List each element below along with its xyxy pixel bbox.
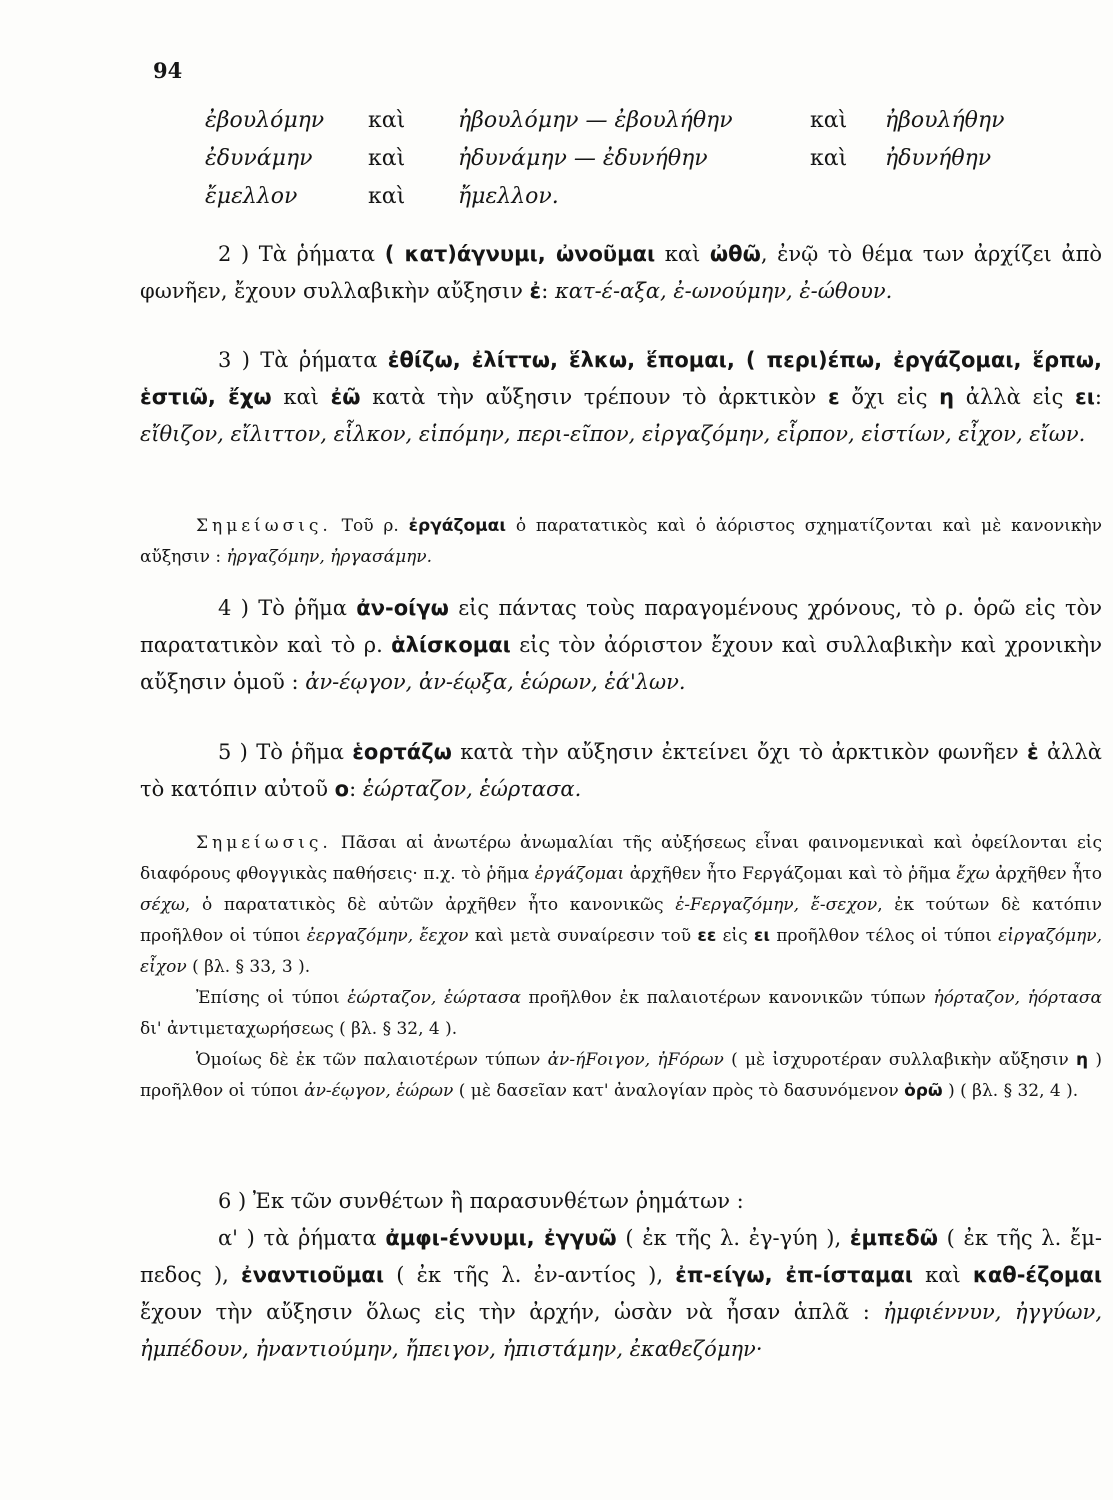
text: ) προῆλθον οἱ τύποι [140,1050,1102,1101]
text: ( ἐκ τῆς λ. ἔμ-πεδος ), [140,1226,1103,1287]
verb-cell: ἔμελλον [205,184,298,209]
bold-term: ει [753,926,771,946]
text: καὶ [655,242,710,266]
text: Ἐπίσης οἱ τύποι [196,988,348,1008]
bold-term: ἐῶ [330,385,361,409]
text: ἀρχῆθεν ἦτο Fεργάζομαι καὶ τὸ ῥῆμα [624,864,957,884]
text: ἔχουν τὴν αὔξησιν ὅλως εἰς τὴν ἀρχήν, ὡσὰν νὰ ἦσαν ἁπλᾶ : [140,1300,884,1324]
italic-form: ἡόρταζον, ἡόρτασα [933,988,1102,1008]
italic-form: ἐεργαζόμην, ἔεχον [306,926,469,946]
text: ἀλλὰ τὸ κατόπιν αὐτοῦ [140,740,1102,801]
italic-form: ἑώρταζον, ἑώρτασα [347,988,521,1008]
verb-cell: καὶ [368,184,406,209]
text: καὶ [271,385,331,409]
italic-form: ἐ-Fεργαζόμην, ἔ-σεχον [675,895,878,915]
bold-term: η [939,385,955,409]
italic-form: ἑώρταζον, ἑώρτασα. [362,777,582,801]
text: Πᾶσαι αἱ ἀνωτέρω ἀνωμαλίαι τῆς αὐξήσεως εἶναι φαινομενικαὶ καὶ ὀφείλονται εἰς διαφόρους φθογγικὰς παθήσεις· π.χ. τὸ ῥῆμα [140,833,1102,884]
bold-term: ( κατ)άγνυμι, ὠνοῦμαι [384,242,656,266]
bold-term: ἁλίσκομαι [391,633,511,657]
text: Ὁμοίως δὲ ἐκ τῶν παλαιοτέρων τύπων [196,1050,548,1070]
note-1 [140,511,1102,573]
bold-term: ὠθῶ [709,242,761,266]
bold-term: ἀν-οίγω [356,596,449,620]
bold-term: ἐπ-είγω, ἐπ-ίσταμαι [675,1263,913,1287]
italic-form: εἰργαζόμην, εἶχον [140,926,1103,977]
text: ὁ παρατατικὸς καὶ ὁ ἀόριστος σχηματίζονται καὶ μὲ κανονικὴν αὔξησιν : [140,516,1102,567]
section-3 [140,342,1102,453]
text: ἀρχῆθεν ἦτο [989,864,1102,884]
verb-cell: καὶ [810,146,848,171]
verb-cell: ἠδυνήθην [885,146,992,171]
note-label: Σημείωσις. [196,833,332,853]
text: εἰς πάντας τοὺς παραγομένους χρόνους, τὸ ρ. ὁρῶ εἰς τὸν παρατατικὸν καὶ τὸ ρ. [140,596,1102,657]
section-6 [140,1183,1102,1368]
verb-table [205,108,1055,222]
bold-term: ἐ [529,279,542,303]
section-5 [140,734,1102,808]
text: , ὁ παρατατικὸς δὲ αὐτῶν ἀρχῆθεν ἦτο κανονικῶς [184,895,676,915]
bold-term: ἐθίζω, ἐλίττω, ἕλκω, ἕπομαι, ( περι)έπω, ἐργάζομαι, ἕρπω, ἑστιῶ, ἔχω [140,348,1103,409]
note-2 [140,828,1102,1107]
text: ὄχι εἰς [839,385,940,409]
text: ( μὲ δασεῖαν κατ' ἀναλογίαν πρὸς τὸ δασυνόμενον [453,1081,905,1101]
bold-term: ἐργάζομαι [408,516,506,536]
bold-term: ε [827,385,840,409]
text: Τοῦ ρ. [331,516,409,536]
section-4 [140,590,1102,701]
verb-cell: καὶ [368,146,406,171]
verb-cell: καὶ [810,108,848,133]
text: 4 ) Τὸ ῥῆμα [218,596,357,620]
bold-term: η [1075,1050,1089,1070]
italic-form: ἀν-έῳγον, ἀν-έῳξα, ἑώρων, ἑά'λων. [305,670,686,694]
italic-form: ἐργάζομαι [534,864,625,884]
italic-form: σέχω [140,895,185,915]
text: ) ( βλ. § 32, 4 ). [942,1081,1079,1101]
text: : [349,777,363,801]
bold-term: εε [697,926,717,946]
text: ( μὲ ἰσχυροτέραν συλλαβικὴν αὔξησιν [723,1050,1076,1070]
section-2 [140,236,1102,310]
bold-term: ἐμπεδῶ [849,1226,938,1250]
text: , ἐνῷ τὸ θέμα των ἀρχίζει ἀπὸ φωνῆεν, ἔχουν συλλαβικὴν αὔξησιν [140,242,1103,303]
text: 5 ) Τὸ ῥῆμα [218,740,353,764]
text: ἀλλὰ εἰς [954,385,1076,409]
text: α' ) τὰ ῥήματα [218,1226,386,1250]
text: ( ἐκ τῆς λ. ἐν-αντίος ), [384,1263,676,1287]
text: προῆλθον τέλος οἱ τύποι [770,926,999,946]
text: 3 ) Τὰ ῥήματα [218,348,388,372]
text: 2 ) Τὰ ῥήματα [218,242,385,266]
italic-form: κατ-έ-αξα, ἐ-ωνούμην, ἐ-ώθουν. [555,279,893,303]
verb-cell: ἤμελλον. [458,184,559,209]
verb-cell: ἠδυνάμην — ἐδυνήθην [458,146,708,171]
text: : [1094,385,1102,409]
text: κατὰ τὴν αὔξησιν τρέπουν τὸ ἀρκτικὸν [360,385,828,409]
text: ( ἐκ τῆς λ. ἐγ-γύη ), [616,1226,850,1250]
text: : [541,279,556,303]
text: εἰς τὸν ἀόριστον ἔχουν καὶ συλλαβικὴν καὶ χρονικὴν αὔξησιν ὁμοῦ : [140,633,1102,694]
text: προῆλθον ἐκ παλαιοτέρων κανονικῶν τύπων [520,988,934,1008]
verb-cell: ἠβουλόμην — ἐβουλήθην [458,108,733,133]
text: εἰς [716,926,754,946]
bold-term: ο [334,777,350,801]
bold-term: ει [1075,385,1095,409]
italic-form: εἴθιζον, εἴλιττον, εἷλκον, εἱπόμην, περι-εῖπον, εἰργαζόμην, εἷρπον, εἱστίων, εἶχον, εἴων. [140,422,1086,446]
bold-term: ὁρῶ [904,1081,943,1101]
text: ( βλ. § 33, 3 ). [186,957,311,977]
italic-form: ἀν-ήFοιγον, ἠFόρων [547,1050,724,1070]
italic-form: ἠργαζόμην, ἠργασάμην. [226,547,433,567]
verb-row [205,108,1055,146]
verb-cell: ἐδυνάμην [205,146,313,171]
verb-cell: ἠβουλήθην [885,108,1005,133]
text: καὶ μετὰ συναίρεσιν τοῦ [468,926,698,946]
bold-term: ἐναντιοῦμαι [241,1263,385,1287]
text: δι' ἀντιμεταχωρήσεως ( βλ. § 32, 4 ). [140,1019,458,1039]
text: κατὰ τὴν αὔξησιν ἐκτείνει ὄχι τὸ ἀρκτικὸν φωνῆεν [451,740,1027,764]
page-number: 94 [153,58,183,83]
bold-term: ἀμφι-έννυμι, ἐγγυῶ [385,1226,617,1250]
verb-row [205,146,1055,184]
bold-term: ἑ [1026,740,1039,764]
verb-cell: ἐβουλόμην [205,108,325,133]
note-label: Σημείωσις. [196,516,332,536]
text: καὶ [912,1263,973,1287]
text: , ἐκ τούτων δὲ κατόπιν προῆλθον οἱ τύποι [140,895,1102,946]
italic-form: ἠμφιέννυν, ἠγγύων, ἠμπέδουν, ἠναντιούμην, ἤπειγον, ἠπιστάμην, ἐκαθεζόμην· [140,1300,1102,1361]
verb-row [205,184,1055,222]
section-6-heading: 6 ) Ἐκ τῶν συνθέτων ἢ παρασυνθέτων ῥημάτων : [218,1189,744,1213]
bold-term: καθ-έζομαι [972,1263,1102,1287]
italic-form: ἔχω [956,864,990,884]
italic-form: ἀν-έῳγον, ἑώρων [304,1081,454,1101]
bold-term: ἑορτάζω [352,740,452,764]
verb-cell: καὶ [368,108,406,133]
